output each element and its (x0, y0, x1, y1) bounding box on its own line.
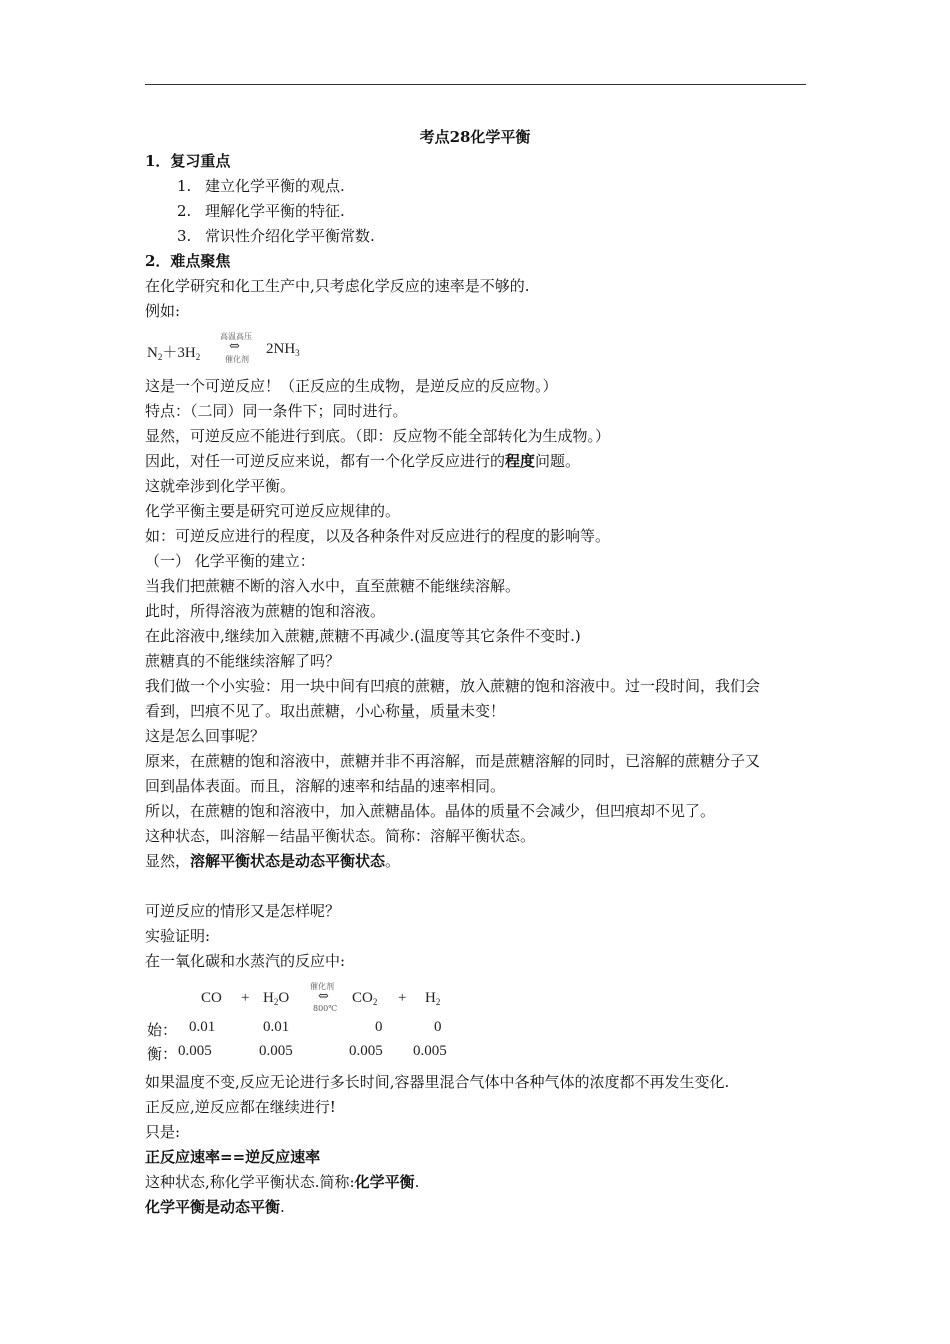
start-value: 0.01 (189, 1019, 216, 1035)
paragraph: 只是: (145, 1123, 181, 1141)
start-label: 始： (147, 1021, 178, 1039)
paragraph: 如果温度不变,反应无论进行多长时间,容器里混合气体中各种气体的浓度都不再发生变化. (145, 1073, 730, 1091)
equilibrium-value: 0.005 (178, 1043, 212, 1059)
section2-heading: 2．难点聚焦 (145, 252, 231, 270)
paragraph: 可逆反应的情形又是怎样呢？ (145, 902, 341, 920)
paragraph: 我们做一个小实验：用一块中间有凹痕的蔗糖，放入蔗糖的饱和溶液中。过一段时间，我们会 (145, 677, 761, 695)
paragraph: 这就牵涉到化学平衡。 (145, 477, 296, 495)
paragraph: 所以，在蔗糖的饱和溶液中，加入蔗糖晶体。晶体的质量不会减少，但凹痕却不见了。 (145, 802, 716, 820)
paragraph: 在一氧化碳和水蒸汽的反应中: (145, 952, 346, 970)
equilibrium-value: 0.005 (259, 1043, 293, 1059)
condition-top: 高温高压 (220, 332, 252, 341)
paragraph: 特点：（二同）同一条件下；同时进行。 (145, 402, 408, 420)
condition-bottom: 催化剂 (225, 355, 249, 364)
paragraph: 原来，在蔗糖的饱和溶液中，蔗糖并非不再溶解，而是蔗糖溶解的同时，已溶解的蔗糖分子又 (145, 752, 761, 770)
start-value: 0 (375, 1019, 383, 1035)
equation-left: $N_2+3H_2$ (147, 345, 201, 362)
paragraph: 这种状态，叫溶解－结晶平衡状态。简称：溶解平衡状态。 (145, 827, 536, 845)
page-title: 考点28化学平衡 (419, 128, 531, 146)
equilibrium-label: 衡： (147, 1045, 178, 1063)
condition-top: 催化剂 (310, 982, 334, 991)
intro-text: 在化学研究和化工生产中,只考虑化学反应的速率是不够的. (145, 277, 530, 295)
rate-equality: 正反应速率==逆反应速率 (145, 1148, 321, 1166)
paragraph: 如：可逆反应进行的程度，以及各种条件对反应进行的程度的影响等。 (145, 527, 611, 545)
subsection-heading: （一） 化学平衡的建立： (145, 552, 315, 570)
eq-plus: + (241, 990, 250, 1006)
eq-h2o: $H_2O$ (263, 990, 290, 1007)
paragraph: 显然，溶解平衡状态是动态平衡状态。 (145, 852, 401, 870)
paragraph: 正反应,逆反应都在继续进行! (145, 1098, 336, 1116)
equilibrium-value: 0.005 (349, 1043, 383, 1059)
paragraph: 化学平衡是动态平衡. (145, 1198, 285, 1216)
paragraph: 因此，对任一可逆反应来说，都有一个化学反应进行的程度问题。 (145, 452, 581, 470)
list-item: 2. 理解化学平衡的特征. (177, 202, 345, 220)
equilibrium-value: 0.005 (413, 1043, 447, 1059)
reversible-arrow-icon: ⇔ (318, 989, 329, 1004)
paragraph: 这是一个可逆反应！（正反应的生成物，是逆反应的反应物。） (145, 377, 558, 395)
paragraph: 化学平衡主要是研究可逆反应规律的。 (145, 502, 401, 520)
start-value: 0 (434, 1019, 442, 1035)
list-item: 1. 建立化学平衡的观点. (177, 177, 345, 195)
eq-co2: $CO_2$ (352, 990, 378, 1007)
paragraph: 显然，可逆反应不能进行到底。（即：反应物不能全部转化为生成物。） (145, 427, 611, 445)
paragraph: 当我们把蔗糖不断的溶入水中，直至蔗糖不能继续溶解。 (145, 577, 521, 595)
equation-right: $2NH_3$ (266, 341, 300, 358)
condition-bottom: 800℃ (313, 1004, 338, 1013)
header-rule (145, 84, 806, 85)
reversible-arrow-icon: ⇔ (229, 339, 240, 354)
eq-plus: + (398, 990, 407, 1006)
paragraph: 回到晶体表面。而且，溶解的速率和结晶的速率相同。 (145, 777, 506, 795)
eq-co: CO (201, 990, 222, 1006)
paragraph: 实验证明: (145, 927, 211, 945)
start-value: 0.01 (263, 1019, 290, 1035)
section1-heading: 1．复习重点 (145, 152, 231, 170)
paragraph: 这种状态,称化学平衡状态.简称:化学平衡. (145, 1173, 420, 1191)
paragraph: 在此溶液中,继续加入蔗糖,蔗糖不再减少.(温度等其它条件不变时.) (145, 627, 581, 645)
list-item: 3. 常识性介绍化学平衡常数. (177, 227, 375, 245)
paragraph: 看到，凹痕不见了。取出蔗糖，小心称量，质量未变！ (145, 702, 506, 720)
example-label: 例如: (145, 302, 181, 320)
paragraph: 这是怎么回事呢？ (145, 727, 266, 745)
paragraph: 此时，所得溶液为蔗糖的饱和溶液。 (145, 602, 386, 620)
eq-h2: $H_2$ (425, 990, 441, 1007)
paragraph: 蔗糖真的不能继续溶解了吗？ (145, 652, 341, 670)
